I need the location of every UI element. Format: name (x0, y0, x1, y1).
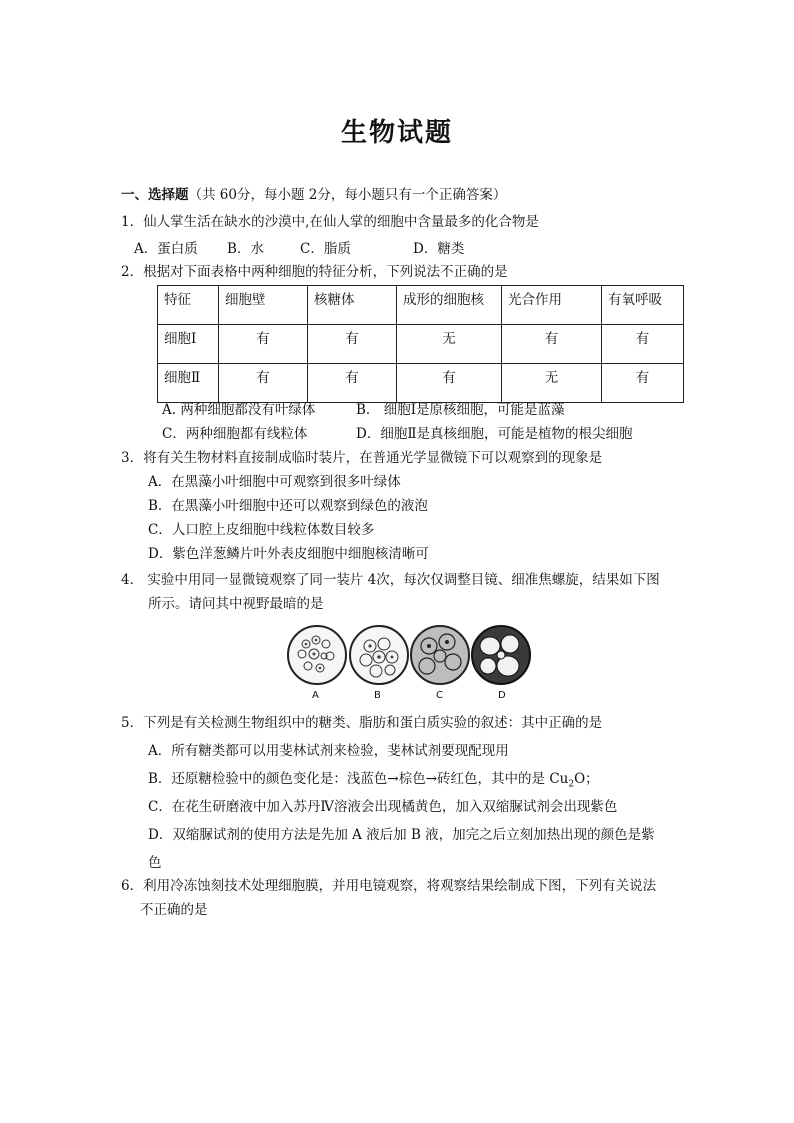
question-6-stem-cont: 不正确的是 (140, 902, 208, 918)
microscope-view-a (286, 624, 348, 686)
table-row (158, 364, 684, 403)
q1-option-c: C．脂质 (300, 241, 351, 257)
q5-option-b (148, 769, 599, 795)
image-label-c: C (436, 690, 443, 701)
image-label-b: B (374, 690, 381, 701)
table-cell: 有 (602, 364, 684, 403)
table-header-cell: 核糖体 (308, 286, 397, 325)
q3-option-a: A．在黑藻小叶细胞中可观察到很多叶绿体 (148, 474, 401, 490)
q1-option-a: A．蛋白质 (134, 241, 198, 257)
question-3-stem: 3．将有关生物材料直接制成临时装片，在普通光学显微镜下可以观察到的现象是 (121, 450, 603, 466)
table-cell: 有 (308, 325, 397, 364)
q5-option-a: A．所有糖类都可以用斐林试剂来检验，斐林试剂要现配现用 (148, 743, 509, 759)
question-1-stem: 1．仙人掌生活在缺水的沙漠中,在仙人掌的细胞中含量最多的化合物是 (121, 214, 539, 230)
table-cell: 有 (219, 325, 308, 364)
q2-option-a: A. 两种细胞都没有叶绿体 (162, 402, 316, 418)
table-header-row (158, 286, 684, 325)
table-header-cell: 光合作用 (502, 286, 602, 325)
table-cell: 细胞Ⅰ (158, 325, 219, 364)
table-cell: 有 (308, 364, 397, 403)
q2-option-d: D．细胞Ⅱ是真核细胞，可能是植物的根尖细胞 (356, 426, 633, 442)
q3-option-c: C．人口腔上皮细胞中线粒体数目较多 (148, 522, 375, 538)
microscope-view-d (470, 624, 532, 686)
image-label-d: D (498, 690, 506, 701)
q5-option-b-subscript: 2 (568, 779, 575, 790)
q1-option-b: B．水 (227, 241, 264, 257)
table-header-cell: 特征 (158, 286, 219, 325)
q5-option-d: D．双缩脲试剂的使用方法是先加 A 液后加 B 液，加完之后立刻加热出现的颜色是紫 (148, 827, 655, 843)
section-heading (121, 185, 506, 205)
q2-option-b: B． 细胞Ⅰ是原核细胞，可能是蓝藻 (356, 402, 565, 418)
q5-option-d-cont: 色 (148, 855, 162, 871)
table-cell: 有 (502, 325, 602, 364)
page-title: 生物试题 (340, 118, 453, 148)
table-row (158, 325, 684, 364)
q5-option-c: C．在花生研磨液中加入苏丹Ⅳ溶液会出现橘黄色，加入双缩脲试剂会出现紫色 (148, 799, 618, 815)
q2-option-c: C．两种细胞都有线粒体 (162, 426, 308, 442)
question-2-stem: 2．根据对下面表格中两种细胞的特征分析，下列说法不正确的是 (121, 264, 508, 280)
table-cell: 有 (219, 364, 308, 403)
question-5-stem: 5．下列是有关检测生物组织中的糖类、脂肪和蛋白质实验的叙述：其中正确的是 (121, 715, 603, 731)
table-cell: 细胞Ⅱ (158, 364, 219, 403)
section-note: （共 60分，每小题 2分，每小题只有一个正确答案） (188, 187, 507, 203)
q3-option-d: D．紫色洋葱鳞片叶外表皮细胞中细胞核清晰可 (148, 546, 429, 562)
question-4-stem-cont: 所示。请问其中视野最暗的是 (148, 596, 324, 612)
table-header-cell: 细胞壁 (219, 286, 308, 325)
cell-feature-table (157, 285, 684, 403)
question-6-stem: 6．利用冷冻蚀刻技术处理细胞膜，并用电镜观察，将观察结果绘制成下图，下列有关说法 (121, 878, 657, 894)
table-cell: 无 (502, 364, 602, 403)
table-header-cell: 有氧呼吸 (602, 286, 684, 325)
q5-option-b-tail: O； (574, 771, 599, 787)
question-4-stem: 4． 实验中用同一显微镜观察了同一装片 4次，每次仅调整目镜、细准焦螺旋，结果如下图 (121, 572, 660, 588)
section-name: 一、选择题 (121, 187, 189, 203)
q5-option-b-text: B．还原糖检验中的颜色变化是：浅蓝色→棕色→砖红色，其中的是 Cu (148, 771, 569, 787)
table-cell: 有 (397, 364, 502, 403)
microscope-view-c (409, 624, 471, 686)
q3-option-b: B．在黑藻小叶细胞中还可以观察到绿色的液泡 (148, 498, 428, 514)
table-cell: 有 (602, 325, 684, 364)
table-header-cell: 成形的细胞核 (397, 286, 502, 325)
image-label-a: A (312, 690, 319, 701)
microscope-view-b (348, 624, 410, 686)
q1-option-d: D．糖类 (413, 241, 465, 257)
table-cell: 无 (397, 325, 502, 364)
